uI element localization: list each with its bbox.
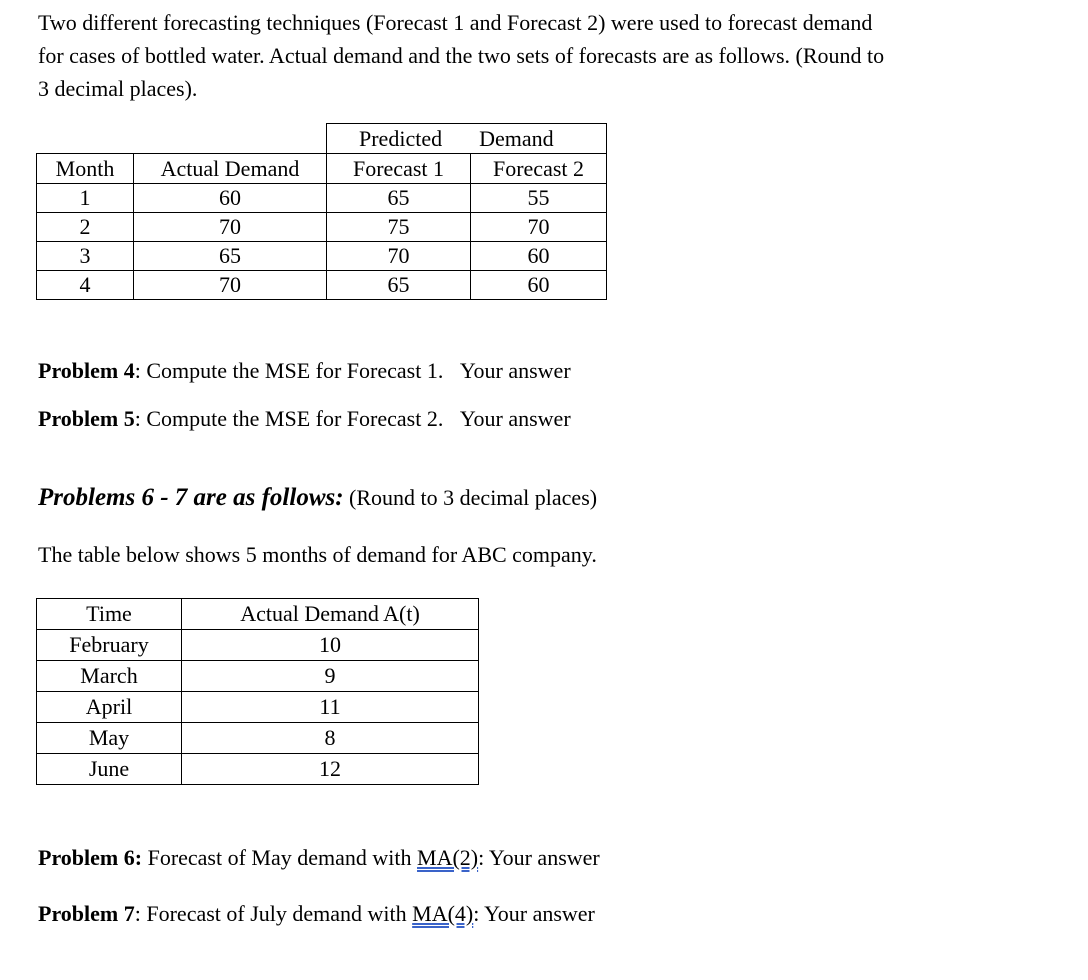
problem-7-ma: MA(4) <box>412 901 474 926</box>
cell-actual: 70 <box>134 271 327 300</box>
problem-6-colon: : <box>478 845 489 870</box>
header-actual-demand: Actual Demand <box>134 154 327 184</box>
problem-6 <box>38 845 600 871</box>
header-forecast-1: Forecast 1 <box>327 154 471 184</box>
header-forecast-2: Forecast 2 <box>471 154 607 184</box>
problem-7-text: : Forecast of July demand with <box>134 901 413 926</box>
problem-5-answer[interactable]: Your answer <box>459 406 571 431</box>
cell-demand: 11 <box>182 692 479 723</box>
problem-6-ma: MA(2) <box>417 845 479 870</box>
header-month: Month <box>37 154 134 184</box>
table-row <box>37 661 479 692</box>
cell-demand: 8 <box>182 723 479 754</box>
table-row <box>37 242 607 271</box>
header-actual-demand: Actual Demand A(t) <box>182 599 479 630</box>
cell-demand: 12 <box>182 754 479 785</box>
cell-forecast-1: 75 <box>327 213 471 242</box>
cell-forecast-2: 70 <box>471 213 607 242</box>
problem-7-answer[interactable]: Your answer <box>484 901 595 926</box>
table-header-row <box>37 154 607 184</box>
cell-actual: 65 <box>134 242 327 271</box>
cell-actual: 70 <box>134 213 327 242</box>
table-row <box>37 754 479 785</box>
cell-month: 2 <box>37 213 134 242</box>
section-description: The table below shows 5 months of demand for ABC company. <box>38 542 597 567</box>
cell-time: May <box>37 723 182 754</box>
group-header-demand: Demand <box>479 125 554 151</box>
table-row <box>37 184 607 213</box>
intro-paragraph <box>38 6 1038 105</box>
table-row <box>37 213 607 242</box>
table-row <box>37 271 607 300</box>
cell-month: 4 <box>37 271 134 300</box>
cell-time: April <box>37 692 182 723</box>
problem-6-text: Forecast of May demand with <box>142 845 418 870</box>
problem-7-colon: : <box>473 901 485 926</box>
intro-line-3: 3 decimal places). <box>38 76 198 101</box>
problem-6-label: Problem 6: <box>38 845 143 870</box>
problem-5 <box>38 406 571 432</box>
cell-forecast-2: 60 <box>471 242 607 271</box>
table-header-row <box>37 599 479 630</box>
cell-forecast-1: 65 <box>327 271 471 300</box>
problem-7 <box>38 901 595 927</box>
cell-month: 1 <box>37 184 134 213</box>
group-header <box>327 124 607 154</box>
cell-time: June <box>37 754 182 785</box>
cell-demand: 9 <box>182 661 479 692</box>
cell-forecast-1: 65 <box>327 184 471 213</box>
problem-5-text: : Compute the MSE for Forecast 2. <box>134 406 444 431</box>
section-title: Problems 6 - 7 are as follows: <box>38 484 344 511</box>
cell-forecast-1: 70 <box>327 242 471 271</box>
intro-line-1: Two different forecasting techniques (Forecast 1 and Forecast 2) were used to forecast demand <box>38 10 873 35</box>
section-note: (Round to 3 decimal places) <box>343 485 598 510</box>
cell-actual: 60 <box>134 184 327 213</box>
table-row <box>37 723 479 754</box>
problem-7-label: Problem 7 <box>38 901 135 926</box>
forecast-table <box>36 123 607 300</box>
problem-4-label: Problem 4 <box>38 358 135 383</box>
table-row <box>37 692 479 723</box>
cell-month: 3 <box>37 242 134 271</box>
intro-line-2: for cases of bottled water. Actual demand and the two sets of forecasts are as follows. (Round to <box>38 43 885 68</box>
table-row <box>37 630 479 661</box>
cell-forecast-2: 55 <box>471 184 607 213</box>
problem-5-label: Problem 5 <box>38 406 135 431</box>
problem-6-answer[interactable]: Your answer <box>488 845 600 870</box>
section-heading <box>38 484 597 512</box>
cell-forecast-2: 60 <box>471 271 607 300</box>
header-time: Time <box>37 599 182 630</box>
problem-4-text: : Compute the MSE for Forecast 1. <box>134 358 444 383</box>
group-header-predicted: Predicted <box>359 125 443 151</box>
problem-4 <box>38 358 571 384</box>
demand-table <box>36 598 479 785</box>
cell-time: March <box>37 661 182 692</box>
cell-time: February <box>37 630 182 661</box>
cell-demand: 10 <box>182 630 479 661</box>
problem-4-answer[interactable]: Your answer <box>459 358 571 383</box>
